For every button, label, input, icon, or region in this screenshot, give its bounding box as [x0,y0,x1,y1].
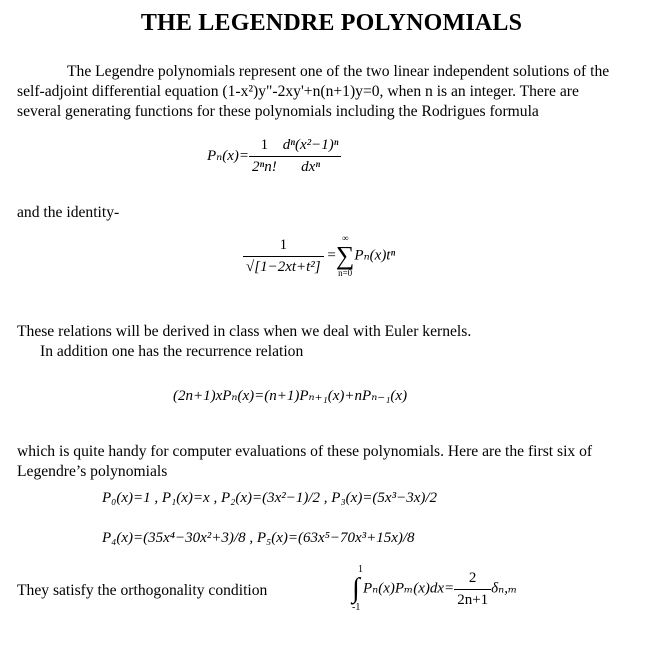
rodrigues-formula [207,137,341,176]
rodrigues-num-left: 1 [249,137,280,157]
intro-line-2: self-adjoint differential equation (1-x²)y"-2xy'+n(n+1)y=0, when n is an integer. There are [17,83,579,100]
generating-function: $\frac{1}{\text{√[1−2xt+t²]}}$ = ∞ ∑ n=0 Pₙ(x)tⁿ [243,234,395,278]
generating-den: √[1−2xt+t²] [246,258,321,275]
intro-line-3: several generating functions for these polynomials including the Rodrigues formula [17,103,539,120]
int-upper-limit: 1 [358,564,363,575]
summation [336,234,355,278]
generating-num: 1 [243,237,324,257]
identity-intro: and the identity- [17,204,120,221]
orthogonality-formula [352,565,517,613]
page-title: THE LEGENDRE POLYNOMIALS [140,10,523,36]
polynomials-row-1: P₀(x)=1 , P₁(x)=x , P₂(x)=(3x²−1)/2 , P₃(x)=(5x³−3x)/2 [102,490,438,506]
generating-rhs: Pₙ(x)tⁿ [354,247,396,264]
intro-line-1: The Legendre polynomials represent one of the two linear independent solutions of the [67,63,610,80]
polynomials-row-2: P₄(x)=(35x⁴−30x²+3)/8 , P₅(x)=(63x⁵−70x³+15x)/8 [102,530,415,546]
orthogonality-num: 2 [454,570,491,590]
sum-lower-limit: n=0 [338,268,353,278]
orthogonality-den: 2n+1 [457,591,489,608]
handy-line-2: Legendre’s polynomials [17,463,168,480]
integral [352,565,363,613]
handy-line-1: which is quite handy for computer evaluations of these polynomials. Here are the first six of [17,443,593,460]
kronecker-delta: δₙ,ₘ [491,580,518,597]
orthogonality-text: They satisfy the orthogonality condition [17,582,268,599]
rodrigues-den-right: dxⁿ [301,159,321,175]
relations-text: These relations will be derived in class when we deal with Euler kernels. [17,323,472,340]
sigma-icon: ∑ [335,241,355,270]
recurrence-intro: In addition one has the recurrence relation [40,343,304,360]
orthogonality-fraction [454,570,491,609]
rodrigues-num-right: dⁿ(x²−1)ⁿ [280,137,342,157]
generating-fraction [243,237,324,276]
int-lower-limit: -1 [352,602,361,613]
rodrigues-fraction-left [249,137,280,176]
orthogonality-integrand: Pₙ(x)Pₘ(x)dx= [363,580,455,597]
integral-icon: ∫ [352,573,360,604]
sum-upper-limit: ∞ [341,233,349,243]
recurrence-relation: (2n+1)xPₙ(x)=(n+1)Pₙ₊₁(x)+nPₙ₋₁(x) [173,388,408,404]
rodrigues-den-left: 2ⁿn! [252,159,277,175]
rodrigues-lhs: Pₙ(x)= [207,147,250,164]
rodrigues-fraction-right [280,137,342,176]
